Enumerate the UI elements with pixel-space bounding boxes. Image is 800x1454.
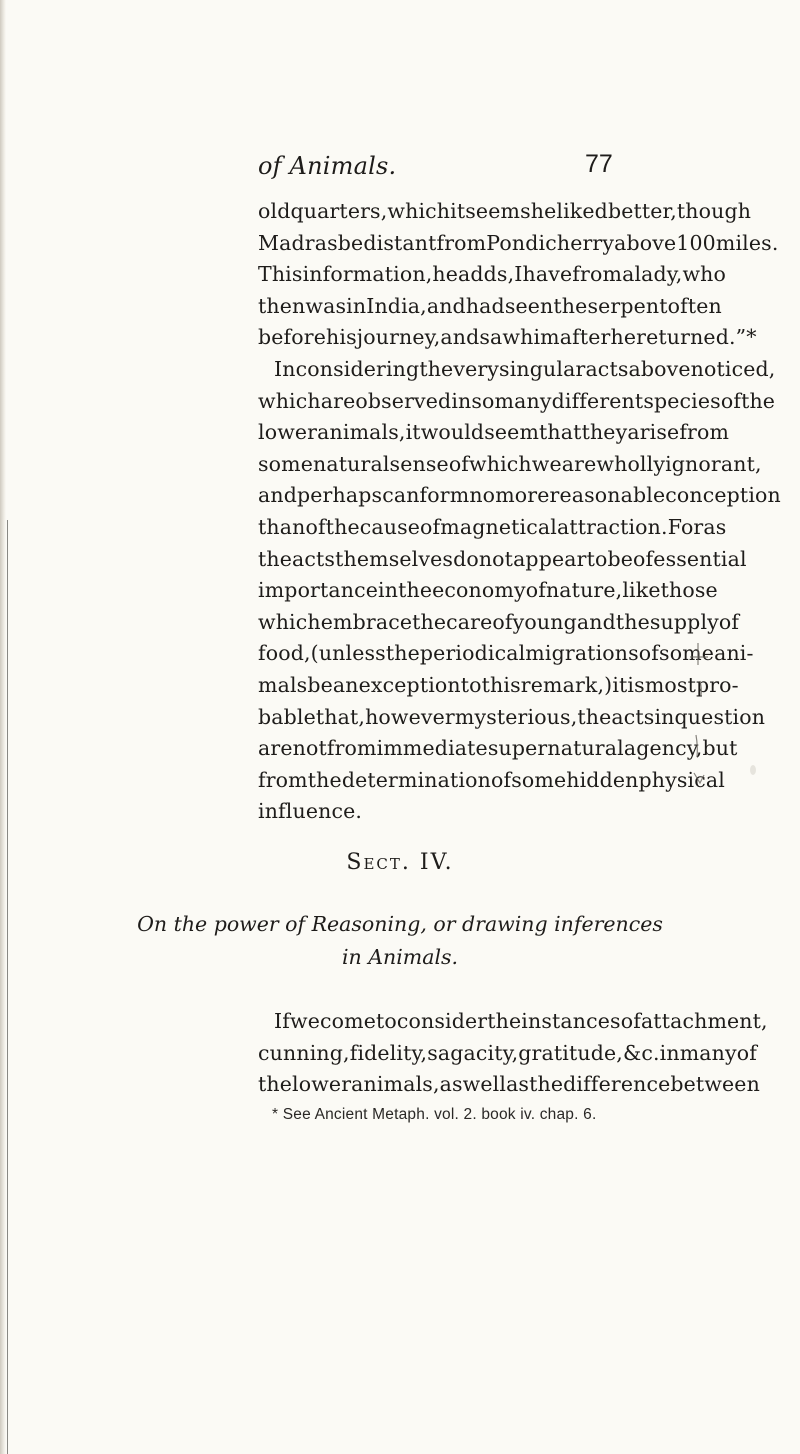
word: which	[258, 388, 321, 413]
word: that,	[315, 704, 366, 729]
word: Pondicherry	[486, 230, 615, 255]
word: would	[420, 420, 485, 445]
text-line	[258, 480, 781, 512]
word: (unless	[310, 641, 386, 666]
word: in	[659, 1040, 680, 1065]
word: care	[446, 609, 493, 634]
word: of	[736, 1040, 757, 1065]
word: he	[530, 199, 557, 223]
word: arise	[627, 420, 680, 445]
word: above	[628, 356, 691, 381]
word: are	[561, 451, 597, 476]
word: do	[453, 546, 479, 571]
word: before	[258, 325, 327, 350]
text-line	[258, 638, 754, 670]
word: seen	[504, 293, 554, 318]
word: sagacity,	[427, 1040, 519, 1065]
word: of	[525, 578, 546, 603]
word: better,	[607, 199, 677, 223]
text-line	[258, 354, 776, 386]
word: the	[325, 514, 360, 539]
word: it	[450, 199, 466, 223]
word: of	[420, 514, 441, 539]
word: difference	[563, 1072, 671, 1097]
word: many	[679, 1040, 737, 1065]
word: it	[405, 420, 421, 445]
word: question	[674, 704, 766, 729]
word: which	[258, 609, 321, 634]
running-head-title: of Animals.	[258, 152, 397, 180]
word: acts	[585, 356, 629, 381]
word: hidden	[566, 767, 639, 792]
word: mysterious,	[454, 704, 578, 729]
word: importance	[258, 578, 379, 603]
word: adds,	[458, 262, 515, 287]
word: very	[453, 356, 500, 381]
word: had	[465, 293, 505, 318]
word: as	[506, 1072, 530, 1097]
word: however	[365, 704, 455, 729]
word: was	[305, 293, 347, 318]
word: most	[644, 672, 696, 697]
word: attraction.	[556, 514, 668, 539]
word: of	[718, 609, 740, 634]
text-line	[258, 196, 752, 228]
text-line	[258, 544, 747, 576]
word: well	[462, 1072, 507, 1097]
word: of	[305, 514, 326, 539]
word: he	[432, 262, 459, 287]
text-line	[258, 386, 776, 418]
word: acts	[611, 704, 655, 729]
pencil-mark-icon	[690, 643, 708, 783]
word: which	[469, 451, 532, 476]
word: from	[679, 420, 730, 445]
word: some	[659, 641, 715, 666]
word: and	[576, 609, 616, 634]
word: the	[385, 641, 420, 666]
word: come	[319, 1009, 376, 1033]
word: the	[577, 704, 612, 729]
word: in	[451, 388, 472, 413]
word: cause	[359, 514, 421, 539]
word: to	[375, 1009, 397, 1033]
text-line	[258, 1069, 760, 1101]
word: from	[436, 230, 487, 255]
word: of	[448, 451, 470, 476]
word: lower	[292, 1072, 352, 1097]
word: saw	[479, 325, 521, 350]
word: then	[258, 293, 306, 318]
word: If	[274, 1009, 290, 1033]
word: have	[522, 262, 573, 287]
word: this	[481, 672, 521, 697]
word: exception	[358, 672, 461, 697]
word: some	[258, 451, 314, 476]
word: some	[511, 767, 567, 792]
word: bable	[258, 704, 316, 729]
text-line	[258, 1038, 757, 1070]
word: between	[670, 1072, 760, 1097]
word: are	[258, 736, 293, 761]
word: which	[387, 199, 451, 223]
word: be	[307, 672, 333, 697]
word: are	[320, 388, 356, 413]
word: from	[572, 262, 623, 287]
word: of	[490, 767, 512, 792]
word: the	[307, 767, 342, 792]
word: acts	[292, 546, 336, 571]
word: attachment,	[640, 1009, 768, 1033]
word: not	[478, 546, 514, 571]
text-line	[258, 449, 762, 481]
word: it	[612, 672, 628, 697]
word: observed	[355, 388, 452, 413]
word: can	[382, 483, 420, 508]
word: as	[703, 514, 727, 539]
section-subtitle-line-1: On the power of Reasoning, or drawing inferences	[137, 912, 663, 936]
word: appear	[513, 546, 587, 571]
word: from	[326, 736, 377, 761]
word: magnetical	[440, 514, 557, 539]
word: he	[610, 325, 637, 350]
word: different	[551, 388, 644, 413]
word: of	[492, 609, 513, 634]
word: ani-	[714, 641, 754, 666]
word: seem	[484, 420, 540, 445]
text-line	[258, 512, 727, 544]
word: supply	[649, 609, 719, 634]
word: information,	[302, 262, 433, 287]
body-text-block-2	[258, 1006, 768, 1101]
text-line	[258, 575, 718, 607]
word: a	[622, 262, 635, 287]
word: supernatural	[487, 736, 624, 761]
word: as	[439, 1072, 463, 1097]
word: Madras	[258, 230, 338, 255]
text-line	[258, 796, 623, 828]
word: perhaps	[297, 483, 383, 508]
word: be	[607, 546, 634, 571]
word: those	[660, 578, 718, 603]
word: consider	[396, 1009, 488, 1033]
word: wholly	[596, 451, 666, 476]
word: be	[337, 230, 364, 255]
text-line	[258, 607, 740, 639]
word: the	[412, 609, 447, 634]
word: the	[741, 388, 776, 413]
word: the	[553, 293, 588, 318]
text-line	[258, 228, 779, 260]
word: many	[494, 388, 552, 413]
word: food,	[258, 641, 311, 666]
word: species	[643, 388, 721, 413]
running-head	[0, 150, 800, 190]
word: remark,)	[520, 672, 613, 697]
word: reasonable	[549, 483, 666, 508]
word: liked	[556, 199, 608, 223]
word: the	[419, 356, 454, 381]
word: For	[667, 514, 704, 539]
word: and	[440, 325, 480, 350]
word: conception	[665, 483, 781, 508]
word: lower	[258, 420, 318, 445]
word: mals	[258, 672, 308, 697]
word: fidelity,	[349, 1040, 428, 1065]
word: embrace	[320, 609, 413, 634]
word: physical	[638, 767, 725, 792]
word: distant	[363, 230, 437, 255]
word: gratitude,	[518, 1040, 623, 1065]
word: in	[378, 578, 399, 603]
word: agency,	[623, 736, 703, 761]
section-subtitle-line-2: in Animals.	[341, 945, 459, 969]
word: seems	[465, 199, 531, 223]
word: old	[258, 199, 291, 223]
word: economy	[432, 578, 526, 603]
margin-pencil-marks	[688, 625, 718, 795]
text-line	[258, 765, 725, 797]
text-line	[258, 733, 738, 765]
word: animals,	[317, 420, 406, 445]
word: animals,	[351, 1072, 440, 1097]
word: I	[514, 262, 523, 287]
word: In	[274, 356, 296, 381]
word: miles.	[715, 230, 779, 255]
word: determination	[341, 767, 491, 792]
word: in	[654, 704, 675, 729]
word: we	[531, 451, 562, 476]
text-line	[258, 670, 739, 702]
paper-speck	[745, 760, 761, 780]
word: of	[633, 546, 654, 571]
body-text-block-1	[258, 196, 781, 828]
page-number: 77	[585, 150, 613, 178]
footnote: * See Ancient Metaph. vol. 2. book iv. chap. 6.	[272, 1106, 597, 1123]
word: they	[581, 420, 628, 445]
word: influence.	[258, 799, 363, 824]
word: and	[426, 293, 466, 318]
word: after	[559, 325, 611, 350]
word: nature,	[545, 578, 623, 603]
text-line	[258, 259, 727, 291]
word: above	[614, 230, 677, 255]
word: pro-	[695, 672, 739, 697]
word: often	[667, 293, 722, 318]
text-line	[258, 417, 730, 449]
word: ignorant,	[665, 451, 762, 476]
text-line	[258, 322, 757, 354]
word: so	[471, 388, 495, 413]
binding-line	[7, 520, 8, 1454]
word: than	[258, 514, 306, 539]
word: of	[638, 641, 660, 666]
word: returned.”*	[636, 325, 757, 350]
word: immediate	[376, 736, 488, 761]
word: instances	[521, 1009, 621, 1033]
word: that	[539, 420, 582, 445]
word: &c.	[622, 1040, 660, 1065]
word: like	[622, 578, 661, 603]
word: the	[487, 1009, 522, 1033]
word: his	[326, 325, 357, 350]
word: the	[398, 578, 433, 603]
word: and	[258, 483, 297, 508]
word: periodical	[419, 641, 526, 666]
word: form	[419, 483, 470, 508]
word: quarters,	[290, 199, 388, 223]
word: no	[469, 483, 496, 508]
word: singular	[499, 356, 586, 381]
word: but	[702, 736, 738, 761]
word: is	[627, 672, 645, 697]
word: him	[520, 325, 560, 350]
word: to	[460, 672, 482, 697]
word: young	[512, 609, 577, 634]
word: of	[620, 1009, 641, 1033]
word: essential	[653, 546, 747, 571]
word: serpent	[587, 293, 668, 318]
word: natural	[313, 451, 390, 476]
word: the	[615, 609, 650, 634]
word: of	[720, 388, 742, 413]
text-line	[258, 702, 766, 734]
word: noticed,	[690, 356, 776, 381]
section-heading: Sect. IV.	[346, 850, 454, 875]
word: in	[346, 293, 367, 318]
word: though	[676, 199, 752, 223]
word: to	[586, 546, 608, 571]
word: the	[529, 1072, 564, 1097]
word: sense	[389, 451, 449, 476]
word: 100	[676, 230, 716, 255]
text-line	[258, 1006, 768, 1038]
word: India,	[366, 293, 427, 318]
word: themselves	[335, 546, 454, 571]
word: migrations	[525, 641, 639, 666]
word: lady,	[634, 262, 683, 287]
word: who	[682, 262, 727, 287]
word: journey,	[356, 325, 441, 350]
word: we	[290, 1009, 320, 1033]
word: not	[292, 736, 327, 761]
word: the	[258, 546, 293, 571]
word: more	[495, 483, 550, 508]
text-line	[258, 291, 722, 323]
word: This	[258, 262, 303, 287]
word: considering	[295, 356, 420, 381]
word: from	[258, 767, 308, 792]
word: an	[332, 672, 359, 697]
word: cunning,	[258, 1040, 350, 1065]
word: the	[258, 1072, 293, 1097]
page-left-edge	[0, 0, 6, 1454]
